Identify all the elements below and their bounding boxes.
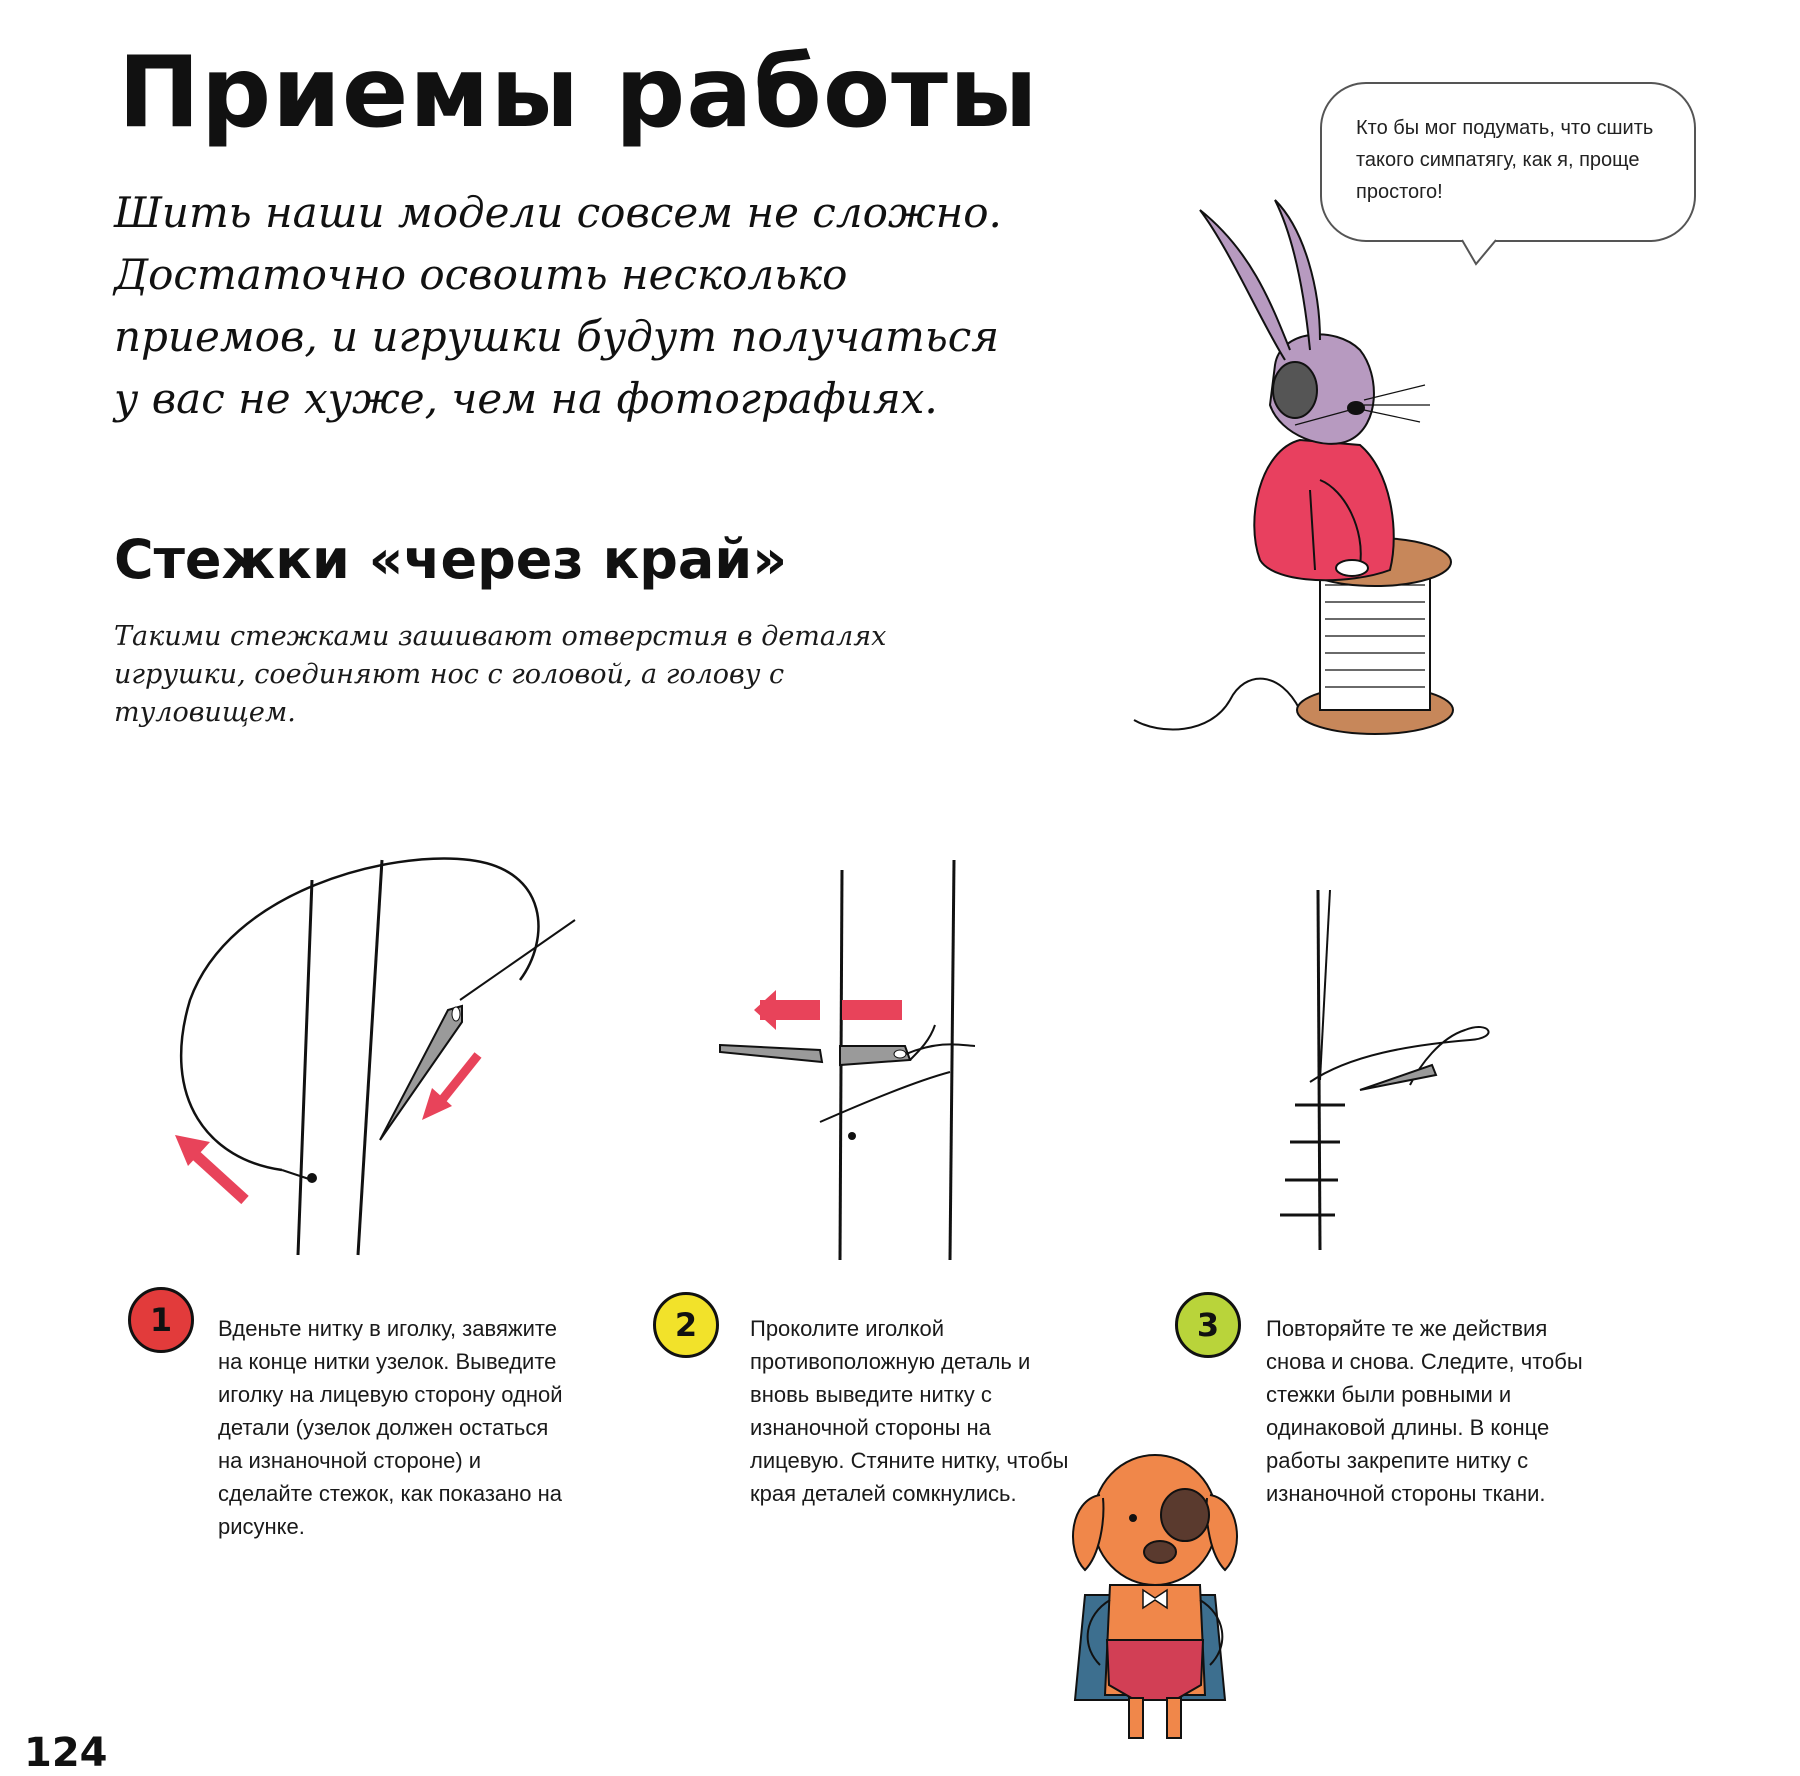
arrow-down-icon	[438, 1055, 478, 1105]
dog-superhero-illustration	[1055, 1440, 1255, 1740]
page-title: Приемы работы	[118, 36, 1039, 150]
step-3-illustration	[1260, 880, 1500, 1260]
section-intro: Такими стежками зашивают отверстия в деталях игрушки, соединяют нос с головой, а голову с туловищем.	[114, 621, 887, 728]
step-1-badge	[128, 1287, 194, 1353]
step-1-illustration	[170, 830, 600, 1270]
step-3-badge	[1175, 1292, 1241, 1358]
section-title: Стежки «через край»	[114, 528, 788, 591]
page-number: 124	[24, 1730, 108, 1776]
step-2-text: Проколите иголкой противоположную деталь и вновь выведите нитку с изнаночной стороны на лицевую. Стяните нитку, чтобы края деталей сомкнулись.	[750, 1316, 1069, 1506]
step-1-text: Вденьте нитку в иголку, завяжите на конце нитки узелок. Выведите иголку на лицевую сторону одной детали (узелок должен остаться на изнаночной стороне) и сделайте стежок, как показано на рисунке.	[218, 1316, 563, 1539]
step-3-number: 3	[1196, 1306, 1220, 1344]
step-2-badge	[653, 1292, 719, 1358]
speech-bubble-text: Кто бы мог подумать, что сшить такого симпатягу, как я, проще простого!	[1356, 117, 1654, 203]
step-2-number: 2	[674, 1306, 698, 1344]
step-1-number: 1	[149, 1301, 173, 1339]
rabbit-on-spool-illustration	[1120, 190, 1500, 750]
step-2-illustration	[710, 860, 990, 1270]
step-3-text: Повторяйте те же действия снова и снова. Следите, чтобы стежки были ровными и одинаковой длины. В конце работы закрепите нитку с изнаночной стороны ткани.	[1266, 1316, 1583, 1506]
intro-paragraph: Шить наши модели совсем не сложно. Достаточно освоить несколько приемов, и игрушки будут получаться у вас не хуже, чем на фотографиях.	[114, 188, 1002, 423]
